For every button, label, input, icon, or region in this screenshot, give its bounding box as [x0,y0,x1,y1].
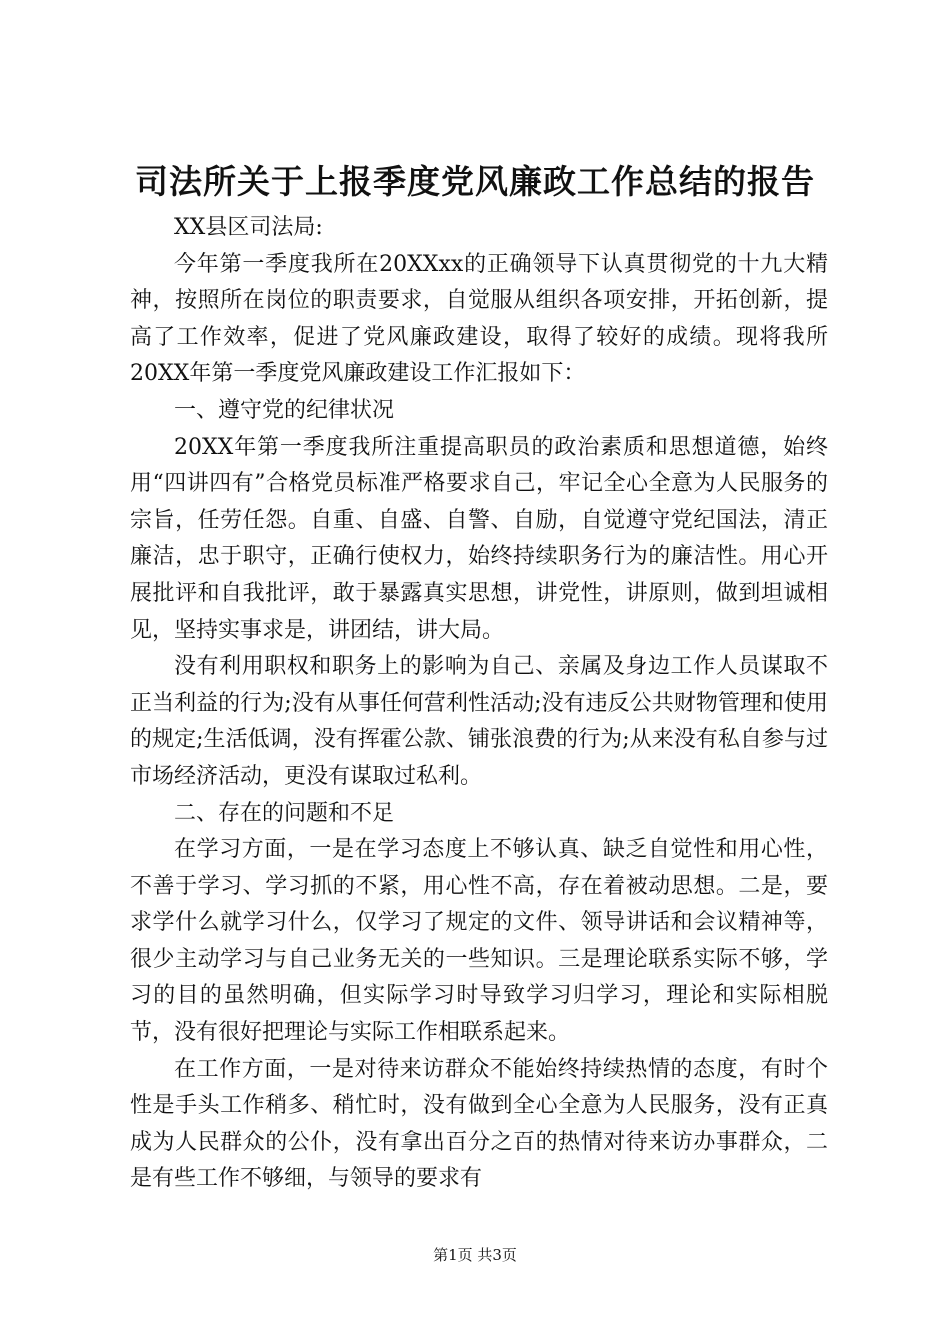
section-heading-1: 一、遵守党的纪律状况 [174,397,395,423]
paragraph-integrity: 没有利用职权和职务上的影响为自己、亲属及身边工作人员谋取不正当利益的行为;没有从事任何营利性活动;没有违反公共财物管理和使用的规定;生活低调，没有挥霍公款、铺张浪费的行为;从来没有私自参与过市场经济活动，更没有谋取过私利。 [130,654,828,789]
paragraph-discipline: 20XX年第一季度我所注重提高职员的政治素质和思想道德，始终用“四讲四有”合格党员标准严格要求自己，牢记全心全意为人民服务的宗旨，任劳任怨。自重、自盛、自警、自励，自觉遵守党纪国法，清正廉洁，忠于职守，正确行使权力，始终持续职务行为的廉洁性。用心开展批评和自我批评，敢于暴露真实思想，讲党性，讲原则，做到坦诚相见，坚持实事求是，讲团结，讲大局。 [130,434,828,643]
paragraph-work: 在工作方面，一是对待来访群众不能始终持续热情的态度，有时个性是手头工作稍多、稍忙时，没有做到全心全意为人民服务，没有正真成为人民群众的公仆，没有拿出百分之百的热情对待来访办事群众，二是有些工作不够细，与领导的要求有 [130,1056,828,1192]
paragraph-study: 在学习方面，一是在学习态度上不够认真、缺乏自觉性和用心性，不善于学习、学习抓的不紧，用心性不高，存在着被动思想。二是，要求学什么就学习什么，仅学习了规定的文件、领导讲话和会议精神等，很少主动学习与自己业务无关的一些知识。三是理论联系实际不够，学习的目的虽然明确，但实际学习时导致学习归学习，理论和实际相脱节，没有很好把理论与实际工作相联系起来。 [130,837,828,1046]
section-heading-2: 二、存在的问题和不足 [174,800,395,826]
document-body [130,210,828,1198]
salutation: XX县区司法局: [174,215,323,240]
paragraph-intro: 今年第一季度我所在20XXxx的正确领导下认真贯彻党的十九大精神，按照所在岗位的职责要求，自觉服从组织各项安排，开拓创新，提高了工作效率，促进了党风廉政建设，取得了较好的成绩。现将我所20XX年第一季度党风廉政建设工作汇报如下： [130,251,828,387]
page-number: 第1页 共3页 [433,1246,517,1264]
document-title: 司法所关于上报季度党风廉政工作总结的报告 [135,162,815,201]
